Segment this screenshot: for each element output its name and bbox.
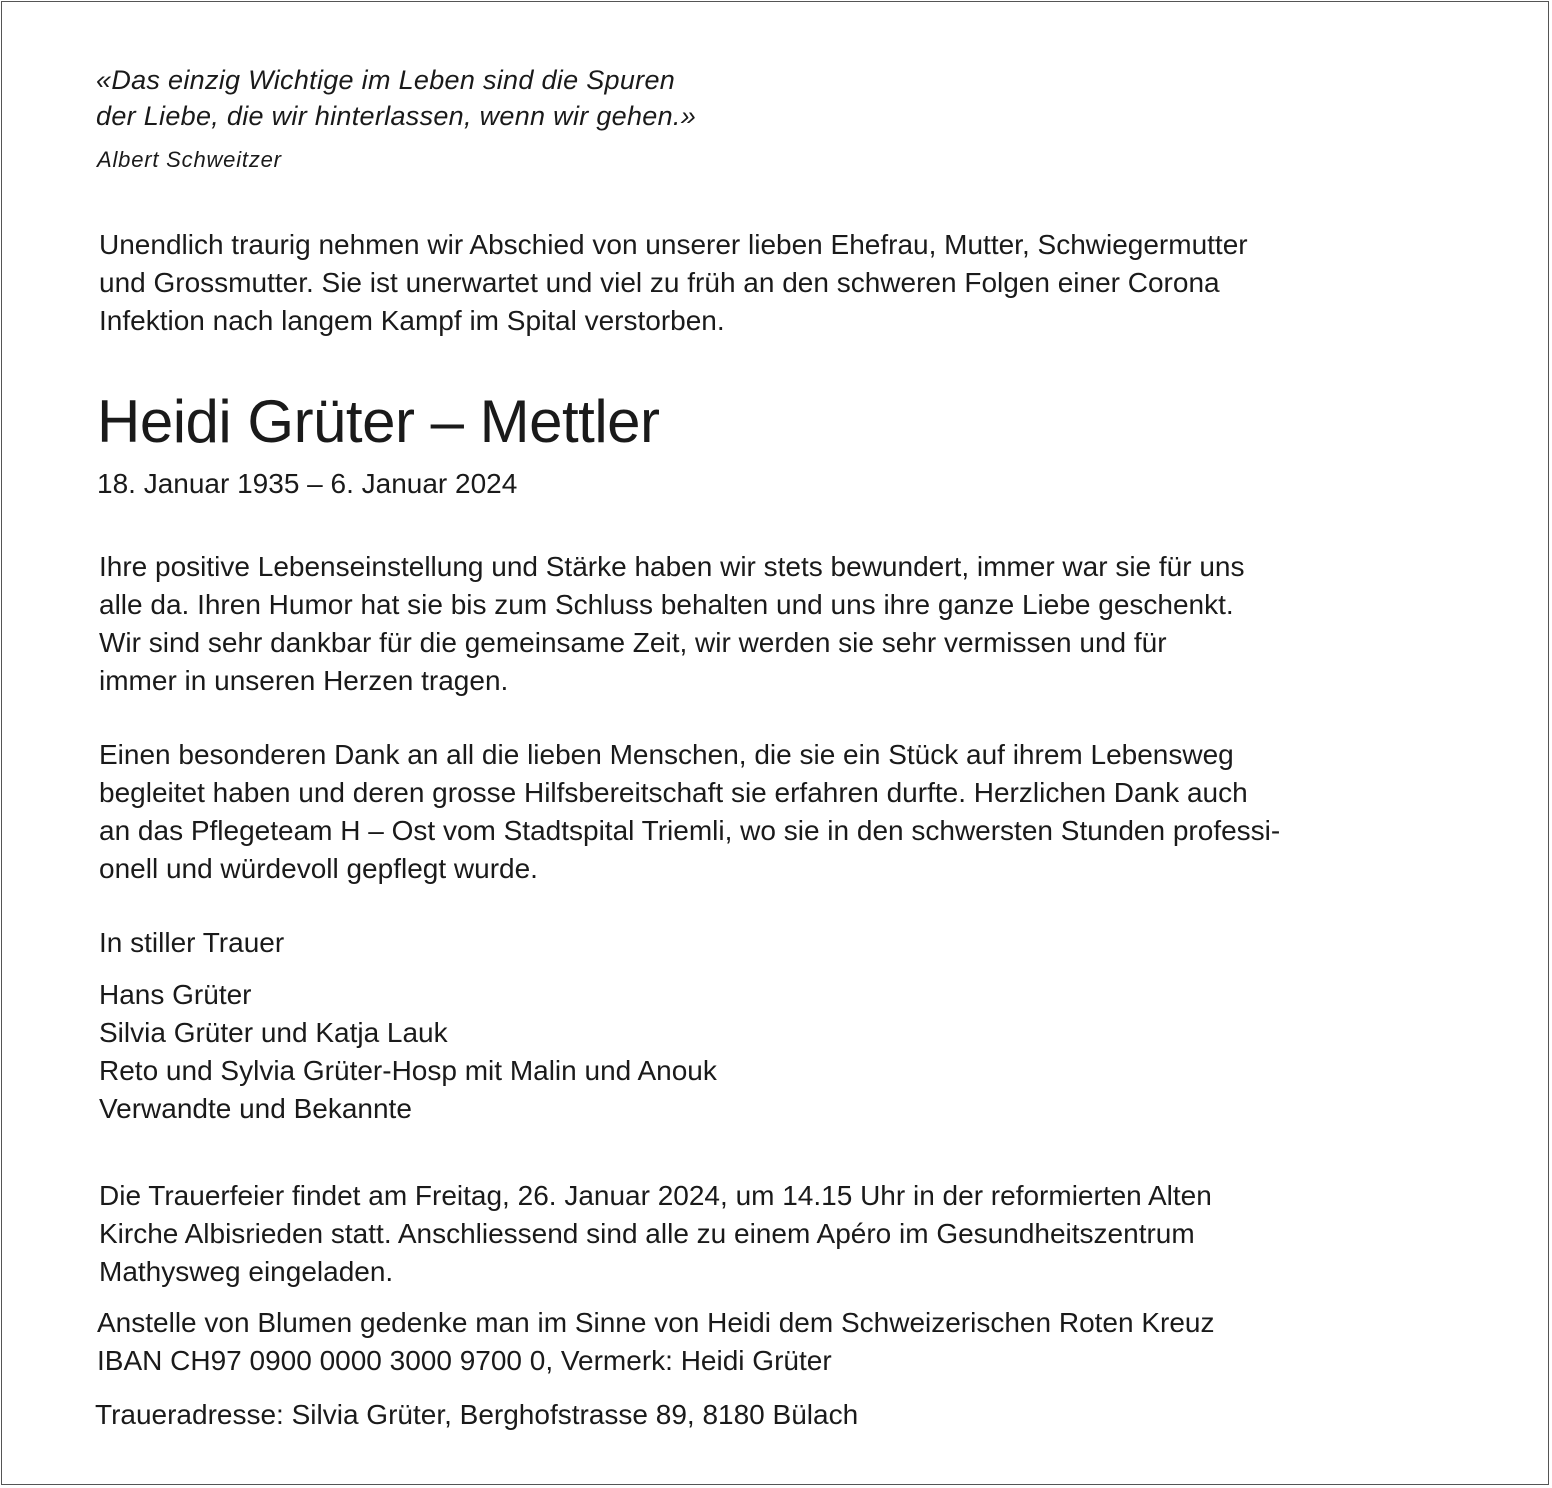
text-line: Die Trauerfeier findet am Freitag, 26. Januar 2024, um 14.15 Uhr in der reformierten Alten <box>99 1180 1212 1211</box>
text-line: Unendlich traurig nehmen wir Abschied von unserer lieben Ehefrau, Mutter, Schwiegermutter <box>99 229 1248 260</box>
mourner-name: Hans Grüter <box>99 979 252 1010</box>
deceased-name: Heidi Grüter – Mettler <box>97 388 660 455</box>
text-line: an das Pflegeteam H – Ost vom Stadtspital Triemli, wo sie in den schwersten Stunden professi- <box>99 815 1281 846</box>
text-line: IBAN CH97 0900 0000 3000 9700 0, Vermerk: Heidi Grüter <box>97 1345 832 1376</box>
mourners-list <box>99 976 717 1128</box>
quote-line: der Liebe, die wir hinterlassen, wenn wir gehen.» <box>96 101 697 131</box>
text-line: In stiller Trauer <box>99 927 285 958</box>
mourner-name: Silvia Grüter und Katja Lauk <box>99 1017 448 1048</box>
mourning-address <box>95 1396 858 1434</box>
quote-author: Albert Schweitzer <box>97 147 282 172</box>
text-line: begleitet haben und deren grosse Hilfsbereitschaft sie erfahren durfte. Herzlichen Dank auch <box>99 777 1248 808</box>
mourner-name: Reto und Sylvia Grüter-Hosp mit Malin und Anouk <box>99 1055 717 1086</box>
life-dates: 18. Januar 1935 – 6. Januar 2024 <box>97 468 518 499</box>
text-line: Infektion nach langem Kampf im Spital verstorben. <box>99 305 725 336</box>
thanks-paragraph <box>99 736 1280 888</box>
intro-paragraph <box>99 226 1248 340</box>
text-line: Wir sind sehr dankbar für die gemeinsame Zeit, wir werden sie sehr vermissen und für <box>99 627 1167 658</box>
tribute-paragraph <box>99 548 1244 700</box>
text-line: Ihre positive Lebenseinstellung und Stärke haben wir stets bewundert, immer war sie für uns <box>99 551 1245 582</box>
text-line: immer in unseren Herzen tragen. <box>99 665 509 696</box>
text-line: Mathysweg eingeladen. <box>99 1256 394 1287</box>
text-line: Einen besonderen Dank an all die lieben Menschen, die sie ein Stück auf ihrem Lebensweg <box>99 739 1234 770</box>
text-line: und Grossmutter. Sie ist unerwartet und viel zu früh an den schweren Folgen einer Corona <box>99 267 1220 298</box>
donation-paragraph <box>97 1304 1214 1380</box>
text-line: Traueradresse: Silvia Grüter, Berghofstrasse 89, 8180 Bülach <box>95 1399 859 1430</box>
text-line: Anstelle von Blumen gedenke man im Sinne von Heidi dem Schweizerischen Roten Kreuz <box>97 1307 1215 1338</box>
ceremony-paragraph <box>99 1177 1212 1291</box>
mourning-label <box>99 924 284 962</box>
notice-frame <box>1 1 1549 1485</box>
text-line: alle da. Ihren Humor hat sie bis zum Schluss behalten und uns ihre ganze Liebe geschenkt. <box>99 589 1234 620</box>
quote <box>96 62 696 134</box>
mourner-name: Verwandte und Bekannte <box>99 1093 412 1124</box>
quote-line: «Das einzig Wichtige im Leben sind die Spuren <box>96 65 676 95</box>
text-line: Kirche Albisrieden statt. Anschliessend sind alle zu einem Apéro im Gesundheitszentrum <box>99 1218 1195 1249</box>
text-line: onell und würdevoll gepflegt wurde. <box>99 853 538 884</box>
